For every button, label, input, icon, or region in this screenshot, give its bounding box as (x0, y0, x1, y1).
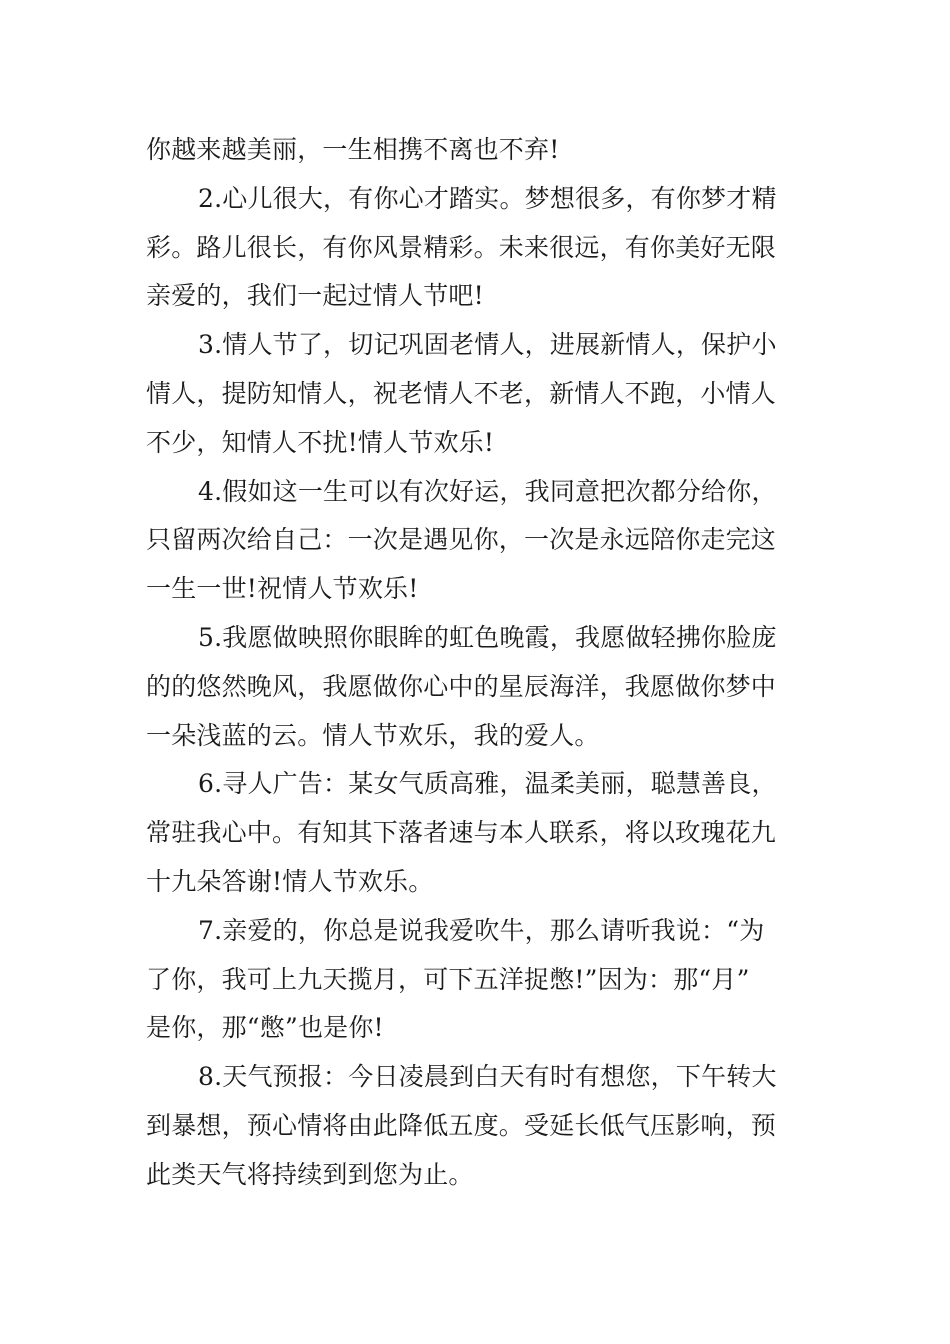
text-line: 只留两次给自己：一次是遇见你，一次是永远陪你走完这 (146, 525, 777, 555)
document-body (146, 126, 808, 1200)
paragraph-3-line: 3.情人节了，切记巩固老情人，进展新情人，保护小 (198, 330, 777, 360)
paragraph-2-line: 2.心儿很大，有你心才踏实。梦想很多，有你梦才精 (198, 183, 777, 213)
text-line: 不少，知情人不扰!情人节欢乐! (146, 427, 495, 457)
paragraph-5-line: 5.我愿做映照你眼眸的虹色晚霞，我愿做轻拂你脸庞 (198, 622, 777, 652)
text-line: 彩。路儿很长，有你风景精彩。未来很远，有你美好无限 (146, 232, 777, 262)
text-line: 亲爱的，我们一起过情人节吧! (146, 281, 484, 311)
text-line: 的的悠然晚风，我愿做你心中的星辰海洋，我愿做你梦中 (146, 671, 777, 701)
text-line: 你越来越美丽，一生相携不离也不弃! (146, 135, 560, 164)
text-line: 一生一世!祝情人节欢乐! (146, 574, 419, 604)
text-line: 常驻我心中。有知其下落者速与本人联系，将以玫瑰花九 (146, 818, 777, 848)
text-line: 情人，提防知情人，祝老情人不老，新情人不跑，小情人 (146, 378, 777, 408)
text-line: 十九朵答谢!情人节欢乐。 (146, 866, 434, 896)
text-line: 是你，那“憋”也是你! (146, 1013, 384, 1043)
paragraph-8-line: 8.天气预报：今日凌晨到白天有时有想您，下午转大 (198, 1062, 777, 1092)
text-line: 一朵浅蓝的云。情人节欢乐，我的爱人。 (146, 720, 600, 750)
text-line: 此类天气将持续到到您为止。 (146, 1159, 474, 1189)
paragraph-7-line: 7.亲爱的，你总是说我爱吹牛，那么请听我说：“为 (198, 915, 765, 945)
text-line: 到暴想，预心情将由此降低五度。受延长低气压影响，预 (146, 1110, 777, 1140)
text-line: 了你，我可上九天揽月，可下五洋捉憋!”因为：那“月” (146, 964, 750, 994)
paragraph-4-line: 4.假如这一生可以有次好运，我同意把次都分给你， (198, 476, 777, 506)
paragraph-6-line: 6.寻人广告：某女气质高雅，温柔美丽，聪慧善良， (198, 769, 777, 799)
